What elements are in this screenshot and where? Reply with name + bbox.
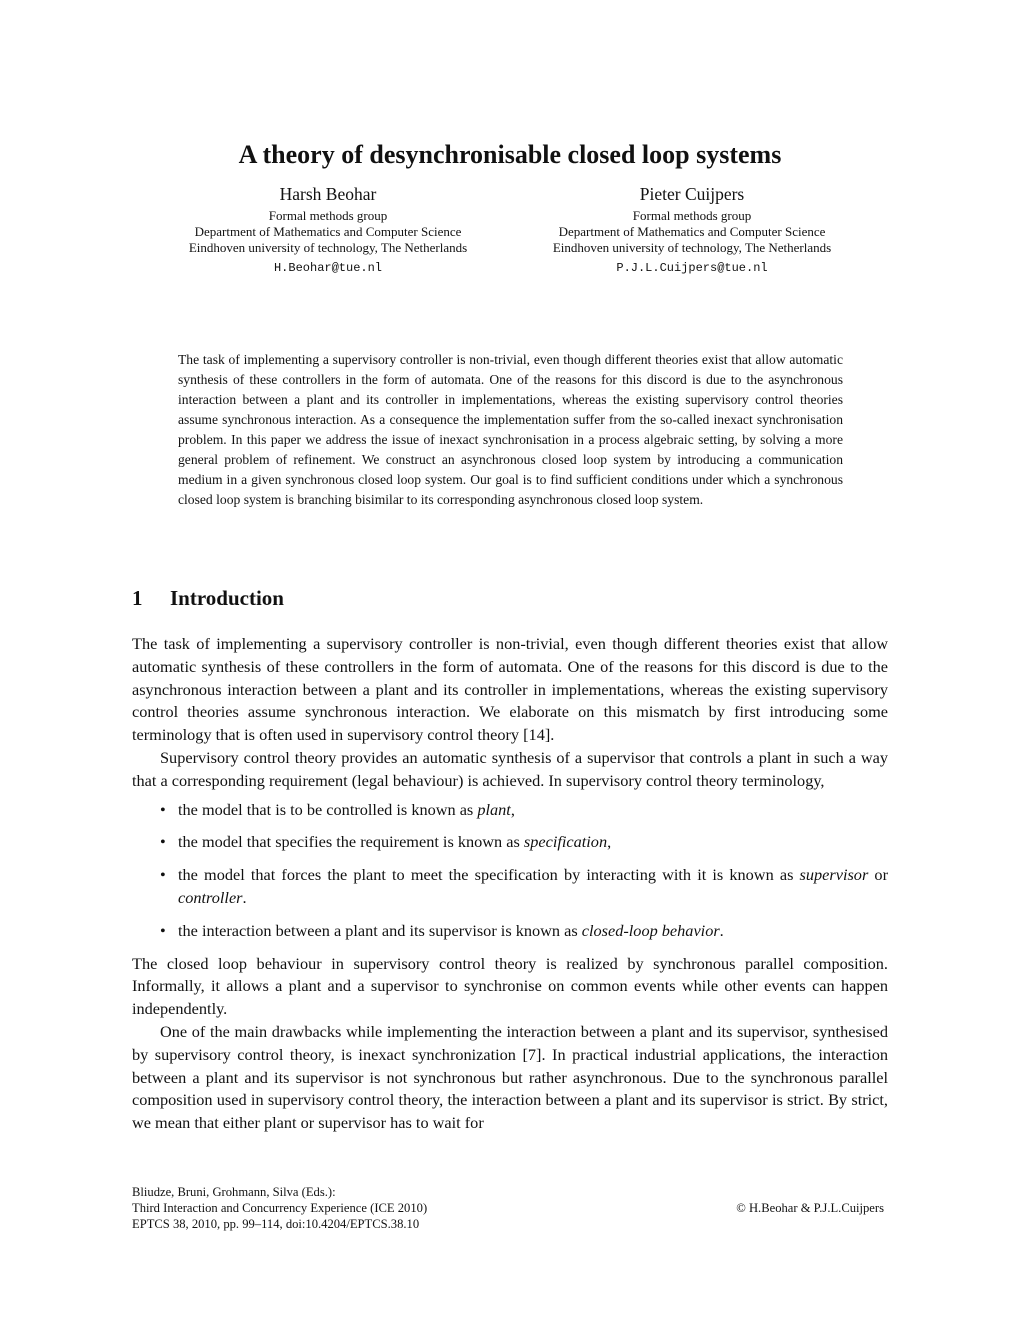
abstract: The task of implementing a supervisory controller is non-trivial, even though different theories exist that allow automatic synthesis of these controllers in the form of automata. One of the reasons for this discord is due to the asynchronous interaction between a plant and its controller in implementations, whereas the existing supervisory control theories assume synchronous interaction. As a consequence the implementation suffer from the so-called inexact synchronisation problem. In this paper we address the issue of inexact synchronisation in a process algebraic setting, by solving a more general problem of refinement. We construct an asynchronous closed loop system by introducing a communication medium in a given synchronous closed loop system. Our goal is to find sufficient conditions under which a synchronous closed loop system is branching bisimilar to its corresponding asynchronous closed loop system. <box>178 352 843 507</box>
footer-venue: Third Interaction and Concurrency Experience (ICE 2010) <box>132 1201 428 1215</box>
bullet-icon: • <box>160 865 166 885</box>
list-item <box>132 831 888 854</box>
item-text: , <box>510 799 515 819</box>
author-name: Pieter Cuijpers <box>639 184 745 204</box>
author-group: Formal methods group <box>632 208 752 223</box>
author-university: Eindhoven university of technology, The Netherlands <box>188 240 468 255</box>
author-group: Formal methods group <box>268 208 388 223</box>
section-heading <box>132 586 284 611</box>
footer <box>132 1184 888 1232</box>
item-text: . <box>719 920 724 940</box>
bullet-icon: • <box>160 920 166 940</box>
item-term: controller <box>178 887 243 907</box>
item-text: the model that specifies the requirement is known as <box>178 832 524 852</box>
item-text: the model that forces the plant to meet the specification by interacting with it is known as <box>178 865 800 885</box>
author-university: Eindhoven university of technology, The Netherlands <box>552 240 832 255</box>
author-block-1 <box>128 180 528 275</box>
author-department: Department of Mathematics and Computer Science <box>194 224 462 239</box>
paragraph: The task of implementing a supervisory controller is non-trivial, even though different theories exist that allow automatic synthesis of these controllers in the form of automata. One of the reasons for this discord is due to the asynchronous interaction between a plant and its controller in implementations, whereas the existing supervisory control theories assume synchronous interaction. We elaborate on this mismatch by first introducing some terminology that is often used in supervisory control theory [14]. <box>132 634 888 745</box>
list-item <box>132 920 888 943</box>
item-text: the interaction between a plant and its supervisor is known as <box>178 920 582 940</box>
paragraph: One of the main drawbacks while implementing the interaction between a plant and its supervisor, synthesised by supervisory control theory, is inexact synchronization [7]. In practical industrial applications, the interaction between a plant and its supervisor is not synchronous but rather asynchronous. Due to the synchronous parallel composition used in supervisory control theory, the interaction between a plant and its supervisor is strict. By strict, we mean that either plant or supervisor has to wait for <box>132 1021 888 1133</box>
bullet-icon: • <box>160 832 166 852</box>
footer-copyright: © H.Beohar & P.J.L.Cuijpers <box>736 1201 884 1215</box>
item-term: supervisor <box>799 865 869 885</box>
author-email[interactable]: P.J.L.Cuijpers@tue.nl <box>616 261 768 275</box>
item-text: . <box>242 887 247 907</box>
author-department: Department of Mathematics and Computer Science <box>558 224 826 239</box>
paragraph: The closed loop behaviour in supervisory control theory is realized by synchronous parallel composition. Informally, it allows a plant and a supervisor to synchronise on common events while other events can happen independently. <box>132 953 888 1019</box>
author-email[interactable]: H.Beohar@tue.nl <box>273 261 383 275</box>
body-text <box>132 633 888 1135</box>
section-title: Introduction <box>170 586 284 610</box>
paragraph: Supervisory control theory provides an automatic synthesis of a supervisor that controls a plant in such a way that a corresponding requirement (legal behaviour) is achieved. In supervisory control theory terminology, <box>132 747 888 790</box>
item-term: plant <box>477 799 511 819</box>
bullet-list <box>132 799 888 943</box>
author-block-2 <box>492 180 892 275</box>
author-name: Harsh Beohar <box>279 184 377 204</box>
list-item <box>132 799 888 822</box>
footer-editors: Bliudze, Bruni, Grohmann, Silva (Eds.): <box>132 1185 336 1199</box>
list-item <box>132 864 888 910</box>
item-term: specification <box>523 832 608 852</box>
item-text: the model that is to be controlled is known as <box>178 799 478 819</box>
section-number: 1 <box>132 586 143 610</box>
item-text: or <box>868 865 888 885</box>
item-term: closed-loop behavior <box>581 920 720 940</box>
bullet-icon: • <box>160 799 166 819</box>
item-text: , <box>607 832 612 852</box>
paper-title: A theory of desynchronisable closed loop systems <box>238 140 782 169</box>
footer-citation: EPTCS 38, 2010, pp. 99–114, doi:10.4204/EPTCS.38.10 <box>132 1217 420 1231</box>
